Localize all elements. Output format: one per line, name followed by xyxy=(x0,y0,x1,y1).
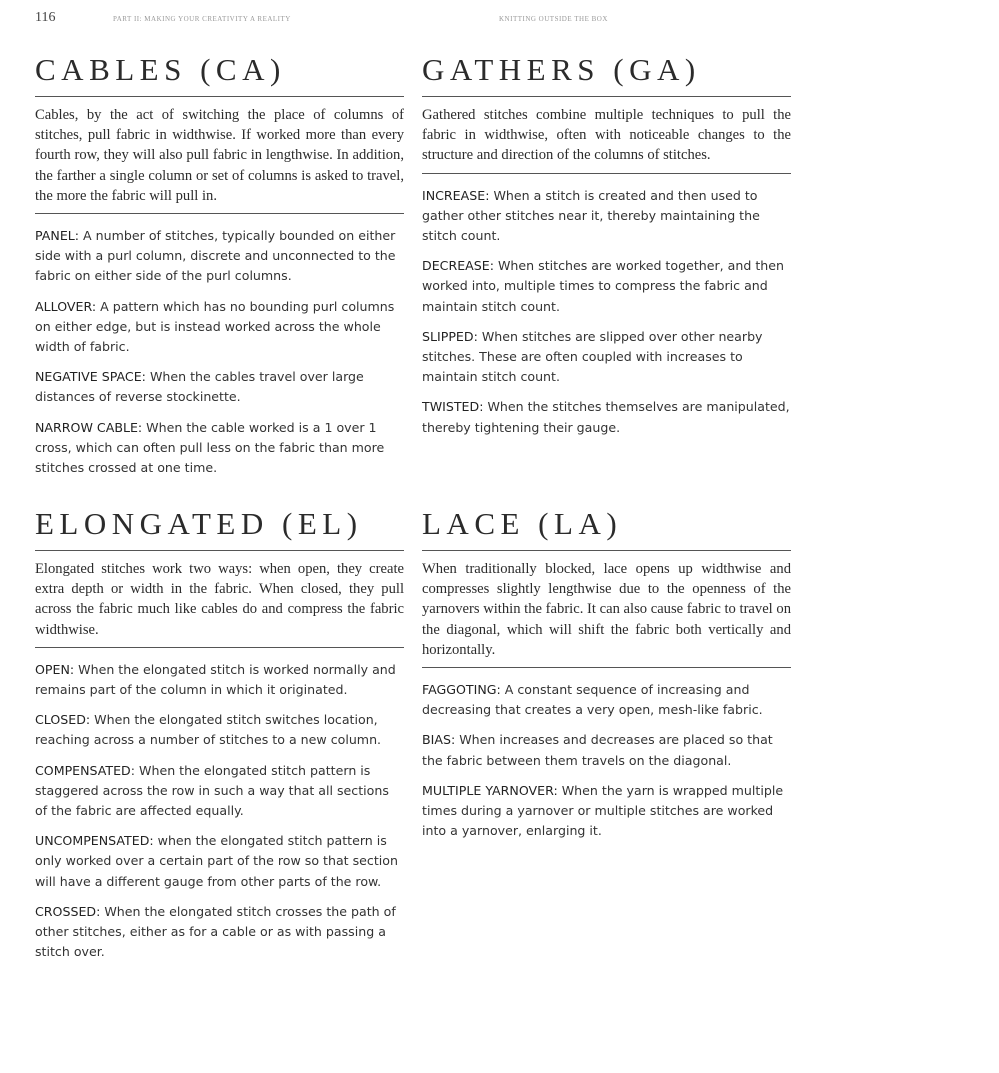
term-item xyxy=(35,902,404,963)
term-definition: When stitches are worked together, and then worked into, multiple times to compress the fabric and maintain stitch count. xyxy=(422,258,785,314)
section-lace xyxy=(422,506,791,851)
term-item xyxy=(422,256,791,317)
section-title: ELONGATED (EL) xyxy=(35,506,404,551)
term-item xyxy=(422,397,791,437)
term-item xyxy=(35,660,404,700)
term-name: CROSSED: xyxy=(35,903,101,919)
term-item xyxy=(422,680,791,720)
term-definition: A constant sequence of increasing and decreasing that creates a very open, mesh-like fabric. xyxy=(422,682,763,718)
section-intro: Elongated stitches work two ways: when open, they create extra depth or width in the fabric. When closed, they pull across the fabric much like cables do and compress the fabric widthwise. xyxy=(35,551,404,648)
term-definition: When the elongated stitch is worked normally and remains part of the column in which it originated. xyxy=(35,661,396,698)
term-item xyxy=(35,297,404,358)
term-name: INCREASE: xyxy=(422,187,490,203)
term-item xyxy=(35,761,404,822)
term-definition: When increases and decreases are placed so that the fabric between them travels on the diagonal. xyxy=(422,732,773,768)
section-gathers xyxy=(422,52,791,448)
section-elongated xyxy=(35,506,404,972)
term-definition: When a stitch is created and then used to gather other stitches near it, thereby maintaining the stitch count. xyxy=(422,187,760,244)
term-definition: When the cables travel over large distances of reverse stockinette. xyxy=(35,369,364,405)
section-intro: Gathered stitches combine multiple techniques to pull the fabric in widthwise, often with noticeable changes to the structure and direction of the columns of stitches. xyxy=(422,97,791,174)
book-title: KNITTING OUTSIDE THE BOX xyxy=(499,15,608,23)
term-definition: When stitches are slipped over other nearby stitches. These are often coupled with increases to maintain stitch count. xyxy=(422,328,763,385)
section-title: GATHERS (GA) xyxy=(422,52,791,97)
term-list xyxy=(422,174,791,438)
term-name: BIAS: xyxy=(422,732,456,748)
term-definition: When the yarn is wrapped multiple times during a yarnover or multiple stitches are worked into a yarnover, enlarging it. xyxy=(422,782,784,839)
term-item xyxy=(35,226,404,287)
term-name: NEGATIVE SPACE: xyxy=(35,369,146,385)
term-name: NARROW CABLE: xyxy=(35,419,143,435)
term-name: COMPENSATED xyxy=(35,762,131,778)
term-definition: When the stitches themselves are manipulated, thereby tightening their gauge. xyxy=(422,399,790,435)
term-name: OPEN: xyxy=(35,661,75,677)
term-definition: When the cable worked is a 1 over 1 cross, which can often pull less on the fabric than more stitches crossed at one time. xyxy=(35,419,385,476)
section-title: CABLES (CA) xyxy=(35,52,404,97)
section-title: LACE (LA) xyxy=(422,506,791,551)
term-item xyxy=(35,710,404,750)
term-definition: When the elongated stitch switches location, reaching across a number of stitches to a new column. xyxy=(35,712,382,748)
term-name: TWISTED: xyxy=(422,399,484,415)
section-intro: Cables, by the act of switching the place of columns of stitches, pull fabric in widthwise. If worked more than every fourth row, they will also pull fabric in lengthwise. In addition, the farther a single column or set of columns is asked to travel, the more the fabric will pull in. xyxy=(35,97,404,214)
section-intro: When traditionally blocked, lace opens up widthwise and compresses slightly lengthwise due to the openness of the yarnovers within the fabric. It can also cause fabric to travel on the diagonal, which will shift the fabric both vertically and horizontally. xyxy=(422,551,791,668)
term-name: CLOSED: xyxy=(35,712,91,728)
term-list xyxy=(35,214,404,478)
term-name: ALLOVER: xyxy=(35,298,97,314)
term-name: PANEL: xyxy=(35,228,80,244)
term-definition: When the elongated stitch crosses the path of other stitches, either as for a cable or as with passing a stitch over. xyxy=(35,903,396,960)
term-list xyxy=(422,668,791,841)
term-name: DECREASE: xyxy=(422,258,494,274)
term-item xyxy=(422,186,791,247)
part-title: PART II: MAKING YOUR CREATIVITY A REALITY xyxy=(113,15,291,23)
running-header xyxy=(0,10,999,30)
term-name: MULTIPLE YARNOVER: xyxy=(422,782,558,798)
term-item xyxy=(35,418,404,479)
term-item xyxy=(422,781,791,842)
term-name: FAGGOTING: xyxy=(422,682,501,698)
term-name: SLIPPED: xyxy=(422,328,478,344)
term-item xyxy=(35,831,404,892)
section-cables xyxy=(35,52,404,488)
term-definition: A pattern which has no bounding purl columns on either edge, but is instead worked across the whole width of fabric. xyxy=(35,298,395,355)
term-name: UNCOMPENSATED: xyxy=(35,833,154,849)
term-definition: when the elongated stitch pattern is only worked over a certain part of the row so that section will have a different gauge from other parts of the row. xyxy=(35,833,398,889)
term-item xyxy=(422,327,791,388)
term-item xyxy=(422,730,791,770)
term-definition: : When the elongated stitch pattern is staggered across the row in such a way that all sections of the fabric are affected equally. xyxy=(35,762,389,819)
page-number: 116 xyxy=(35,10,56,25)
term-item xyxy=(35,367,404,407)
term-list xyxy=(35,648,404,963)
term-definition: A number of stitches, typically bounded on either side with a purl column, discrete and unconnected to the fabric on either side of the purl columns. xyxy=(35,228,396,284)
